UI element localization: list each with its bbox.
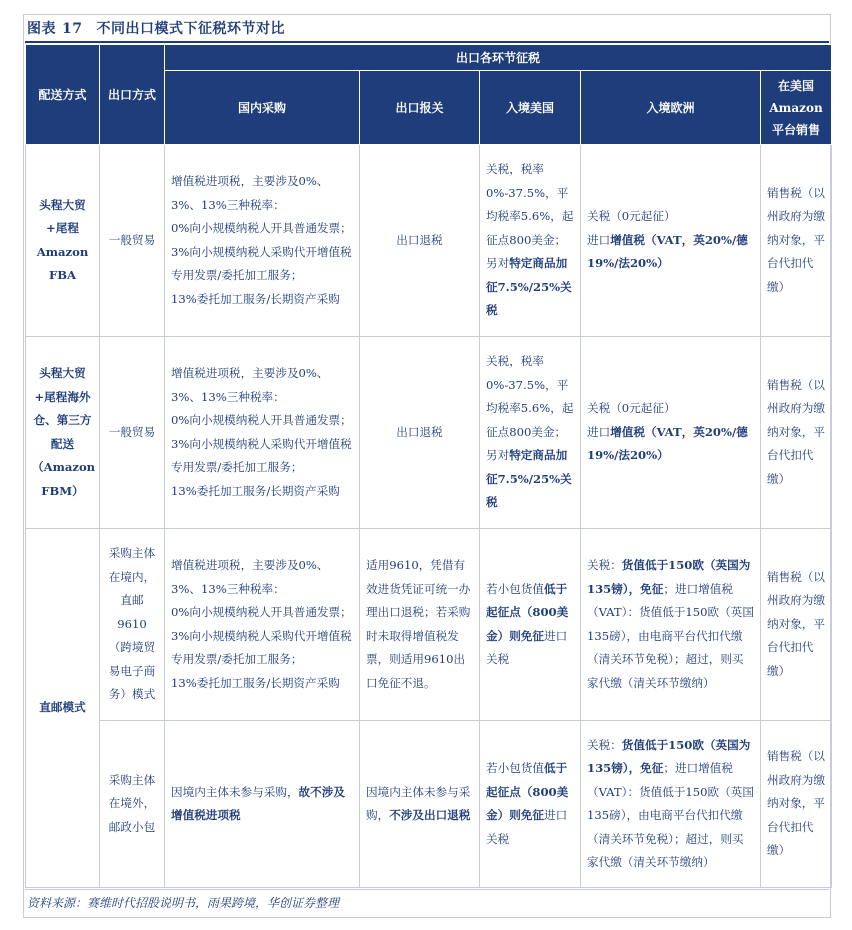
row-mode: 头程大贸+尾程海外仓、第三方配送（Amazon FBM） xyxy=(26,337,100,529)
eu-cell: 关税：货值低于150欧（英国为135镑），免征；进口增值税（VAT）：货值低于150欧（英国135磅），由电商平台代扣代缴（清关环节免税）；超过，则买家代缴（清关环节缴纳） xyxy=(581,721,761,888)
row-export: 采购主体在境内，直邮9610（跨境贸易电子商务）模式 xyxy=(100,529,165,721)
customs-cell: 因境内主体未参与采购，不涉及出口退税 xyxy=(360,721,480,888)
eu-cell: 关税（0元起征） 进口增值税（VAT，英20%/德19%/法20%） xyxy=(581,145,761,337)
us-cell: 若小包货值低于起征点（800美金）则免征进口关税 xyxy=(480,529,581,721)
table-row xyxy=(26,337,832,529)
amazon-cell: 销售税（以州政府为缴纳对象，平台代扣代缴） xyxy=(761,145,832,337)
figure-title: 图表 17 不同出口模式下征税环节对比 xyxy=(27,21,285,37)
eu-cell: 关税（0元起征） 进口增值税（VAT，英20%/德19%/法20%） xyxy=(581,337,761,529)
amazon-cell: 销售税（以州政府为缴纳对象，平台代扣代缴） xyxy=(761,337,832,529)
amazon-cell: 销售税（以州政府为缴纳对象，平台代扣代缴） xyxy=(761,721,832,888)
tax-comparison-table xyxy=(25,44,832,888)
row-mode: 头程大贸+尾程Amazon FBA xyxy=(26,145,100,337)
amazon-cell: 销售税（以州政府为缴纳对象，平台代扣代缴） xyxy=(761,529,832,721)
us-cell: 若小包货值低于起征点（800美金）则免征进口关税 xyxy=(480,721,581,888)
row-export: 一般贸易 xyxy=(100,337,165,529)
domestic-cell: 增值税进项税，主要涉及0%、3%、13%三种税率： 0%向小规模纳税人开具普通发票； 3%向小规模纳税人采购代开增值税专用发票/委托加工服务； 13%委托加工服务/长期资产采购 xyxy=(165,145,360,337)
domestic-cell: 因境内主体未参与采购，故不涉及增值税进项税 xyxy=(165,721,360,888)
row-export: 一般贸易 xyxy=(100,145,165,337)
domestic-cell: 增值税进项税，主要涉及0%、3%、13%三种税率： 0%向小规模纳税人开具普通发票； 3%向小规模纳税人采购代开增值税专用发票/委托加工服务； 13%委托加工服务/长期资产采购 xyxy=(165,337,360,529)
header-customs: 出口报关 xyxy=(360,71,480,145)
customs-cell: 出口退税 xyxy=(360,337,480,529)
eu-cell: 关税：货值低于150欧（英国为135镑），免征；进口增值税（VAT）：货值低于150欧（英国135磅），由电商平台代扣代缴（清关环节免税）；超过，则买家代缴（清关环节缴纳） xyxy=(581,529,761,721)
table-row xyxy=(26,145,832,337)
header-group: 出口各环节征税 xyxy=(165,45,832,71)
table-row xyxy=(26,721,832,888)
row-export: 采购主体在境外，邮政小包 xyxy=(100,721,165,888)
row-mode: 直邮模式 xyxy=(26,529,100,888)
source-note: 资料来源：赛维时代招股说明书，雨果跨境，华创证券整理 xyxy=(27,896,340,910)
title-rule xyxy=(25,41,829,43)
customs-cell: 出口退税 xyxy=(360,145,480,337)
source-rule xyxy=(25,889,829,890)
us-cell: 关税，税率0%-37.5%，平均税率5.6%，起征点800美金；另对特定商品加征7.5%/25%关税 xyxy=(480,145,581,337)
header-us: 入境美国 xyxy=(480,71,581,145)
header-export: 出口方式 xyxy=(100,45,165,145)
header-amazon: 在美国Amazon平台销售 xyxy=(761,71,832,145)
header-delivery: 配送方式 xyxy=(26,45,100,145)
table-row xyxy=(26,529,832,721)
header-eu: 入境欧洲 xyxy=(581,71,761,145)
us-cell: 关税，税率0%-37.5%，平均税率5.6%，起征点800美金；另对特定商品加征7.5%/25%关税 xyxy=(480,337,581,529)
domestic-cell: 增值税进项税，主要涉及0%、3%、13%三种税率： 0%向小规模纳税人开具普通发票； 3%向小规模纳税人采购代开增值税专用发票/委托加工服务； 13%委托加工服务/长期资产采购 xyxy=(165,529,360,721)
header-domestic: 国内采购 xyxy=(165,71,360,145)
customs-cell: 适用9610，凭借有效进货凭证可统一办理出口退税；若采购时未取得增值税发票，则适用9610出口免征不退。 xyxy=(360,529,480,721)
